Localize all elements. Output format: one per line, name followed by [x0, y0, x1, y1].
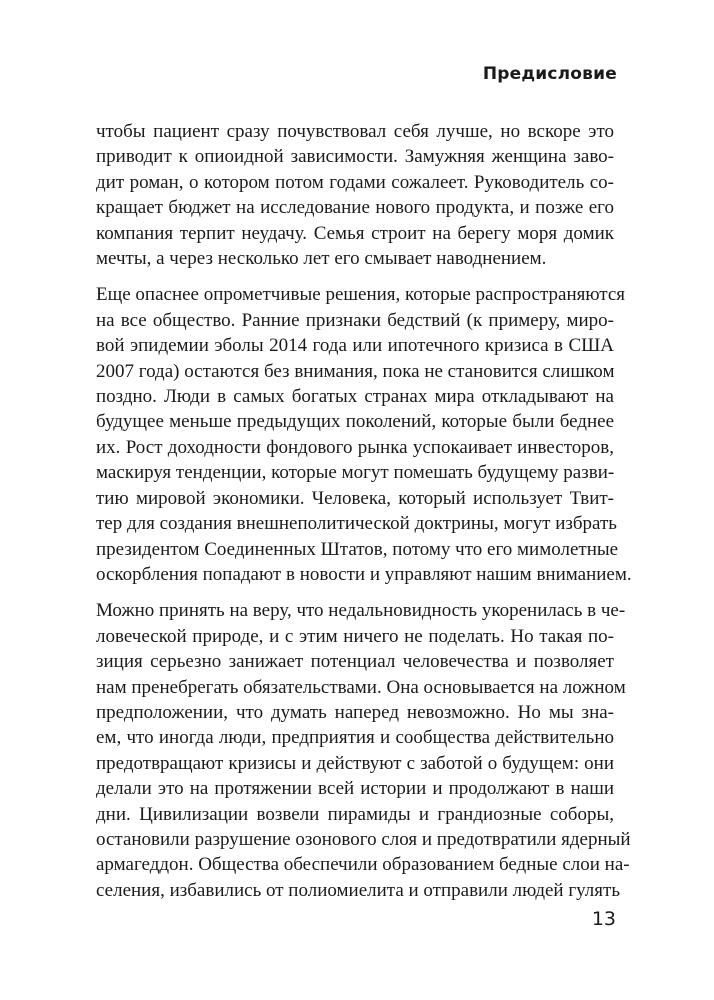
paragraph-1: [96, 119, 614, 271]
text-line: на все общество. Ранние признаки бедствий (к примеру, миро-: [96, 309, 614, 331]
text-line: ем, что иногда люди, предприятия и сообщества действительно: [96, 727, 614, 749]
text-line: приводит к опиоидной зависимости. Замужняя женщина заво-: [96, 146, 614, 168]
text-line: зиция серьезно занижает потенциал человечества и позволяет: [96, 651, 614, 673]
text-line: ловеческой природе, и с этим ничего не поделать. Но такая по-: [96, 625, 614, 647]
text-line: нам пренебрегать обязательствами. Она основывается на ложном: [96, 676, 626, 698]
text-line: предположении, что думать наперед невозможно. Но мы зна-: [96, 701, 614, 723]
text-line: тию мировой экономики. Человека, который использует Твит-: [96, 487, 614, 509]
text-line: тер для создания внешнеполитической доктрины, могут избрать: [96, 513, 617, 535]
text-line: селения, избавились от полиомиелита и отправили людей гулять: [96, 879, 620, 901]
text-line: компания терпит неудачу. Семья строит на берегу моря домик: [96, 222, 614, 244]
paragraph-3: [96, 598, 631, 903]
running-header: Предисловие: [482, 64, 617, 84]
text-line: чтобы пациент сразу почувствовал себя лучше, но вскоре это: [96, 121, 614, 142]
text-line: поздно. Люди в самых богатых странах мира откладывают на: [96, 386, 614, 408]
body-text: [96, 119, 632, 914]
text-line: Можно принять на веру, что недальновидность укоренилась в че-: [96, 600, 626, 622]
text-line: вой эпидемии эболы 2014 года или ипотечного кризиса в США: [96, 335, 614, 357]
text-line: Еще опаснее опрометчивые решения, которые распространяются: [96, 284, 626, 306]
text-line: предотвращают кризисы и действуют с заботой о будущем: они: [96, 752, 614, 774]
text-line: остановили разрушение озонового слоя и предотвратили ядерный: [96, 828, 631, 850]
text-line: маскируя тенденции, которые могут помешать будущему разви-: [96, 462, 615, 484]
text-line: дит роман, о котором потом годами сожалеет. Руководитель со-: [96, 171, 614, 193]
text-line: дни. Цивилизации возвели пирамиды и грандиозные соборы,: [96, 803, 614, 825]
text-line: делали это на протяжении всей истории и продолжают в наши: [96, 778, 614, 800]
text-line: оскорбления попадают в новости и управляют нашим вниманием.: [96, 563, 632, 585]
text-line: их. Рост доходности фондового рынка успокаивает инвесторов,: [96, 436, 614, 458]
text-line: кращает бюджет на исследование нового продукта, и позже его: [96, 197, 614, 219]
text-line: будущее меньше предыдущих поколений, которые были беднее: [96, 411, 614, 433]
text-line: 2007 года) остаются без внимания, пока не становится слишком: [96, 360, 615, 382]
text-line: армагеддон. Общества обеспечили образованием бедные слои на-: [96, 854, 630, 876]
page-number: 13: [591, 908, 616, 930]
paragraph-2: [96, 282, 632, 587]
text-line: мечты, а через несколько лет его смывает наводнением.: [96, 248, 547, 270]
text-line: президентом Соединенных Штатов, потому что его мимолетные: [96, 538, 619, 560]
